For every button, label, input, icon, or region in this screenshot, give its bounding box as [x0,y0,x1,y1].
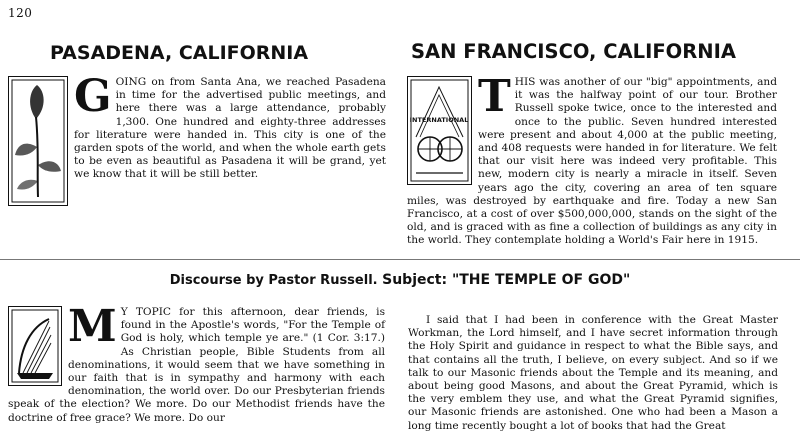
harp-illustration-icon [8,306,62,386]
discourse-heading-subject: Subject: "THE TEMPLE OF GOD" [382,272,631,288]
discourse-dropcap: M [68,301,117,352]
discourse-right-body: I said that I had been in conference with the Great Master Workman, the Lord himself, and I have secret information through the Holy Spirit and guidance in respect to what the Bible says, and that contains all the truth, I believe, on every subject. And so if we talk to our Masonic friends about the Temple and its meaning, and about being good Masons, and about the Great Pyramid, which is the very emblem they use, and what the Great Pyramid signifies, our Masonic friends are astonished. One who had been a Mason a long time recently bought a lot of books that had the Great [408,314,778,432]
flower-illustration-icon [8,76,68,206]
san-francisco-heading: SAN FRANCISCO, CALIFORNIA [411,40,736,63]
discourse-left-column [8,301,385,425]
page-number: 120 [8,6,33,20]
pasadena-article [8,71,386,206]
discourse-right-column [408,314,778,433]
san-francisco-body: HIS was another of our "big" appointments, and it was the halfway point of our tour. Brother Russell spoke twice, once to the interested and once to the public. Seven hundred interested were present and about 4,000 at the public meeting, and 408 requests were handed in for literature. We felt that our visit here was indeed very profitable. This new, modern city is nearly a miracle in itself. Seven years ago the city, covering an area of ten square miles, was destroyed by earthquake and fire. Today a new San Francisco, at a cost of over $500,000,000, stands on the sight of the old, and is graced with as fine a collection of buildings as any city in the world. They contemplate holding a World's Fair here in 1915. [407,76,777,247]
pasadena-heading: PASADENA, CALIFORNIA [50,42,309,64]
pasadena-dropcap: G [74,71,112,122]
pasadena-body: OING on from Santa Ana, we reached Pasadena in time for the advertised public meetings, and here there was a large attendance, probably 1,300. One hundred and eighty-three addresses for literature were handed in. This city is one of the garden spots of the world, and when the whole earth gets to be even as beautiful as Pasadena it will be grand, yet we know that it will be still better. [74,76,386,181]
discourse-heading [0,272,800,288]
globe-emblem-icon [407,76,472,185]
discourse-left-body: Y TOPIC for this afternoon, dear friends, is found in the Apostle's words, "For the Temple of God is holy, which temple ye are." (1 Cor. 3:17.) As Christian people, Bible Students from all denominations, it would seem that we have something in our faith that is in sympathy and harmony with each denomination, the world over. Do our Presbyterian friends speak of the election? We more. Do our Methodist friends have the doctrine of free grace? We more. Do our [8,306,385,424]
san-francisco-dropcap: T [478,71,511,122]
emblem-text: INTERNATIONAL [409,116,469,124]
section-divider [0,259,800,260]
san-francisco-article [407,71,777,248]
discourse-heading-lead: Discourse by Pastor Russell. [169,273,378,288]
